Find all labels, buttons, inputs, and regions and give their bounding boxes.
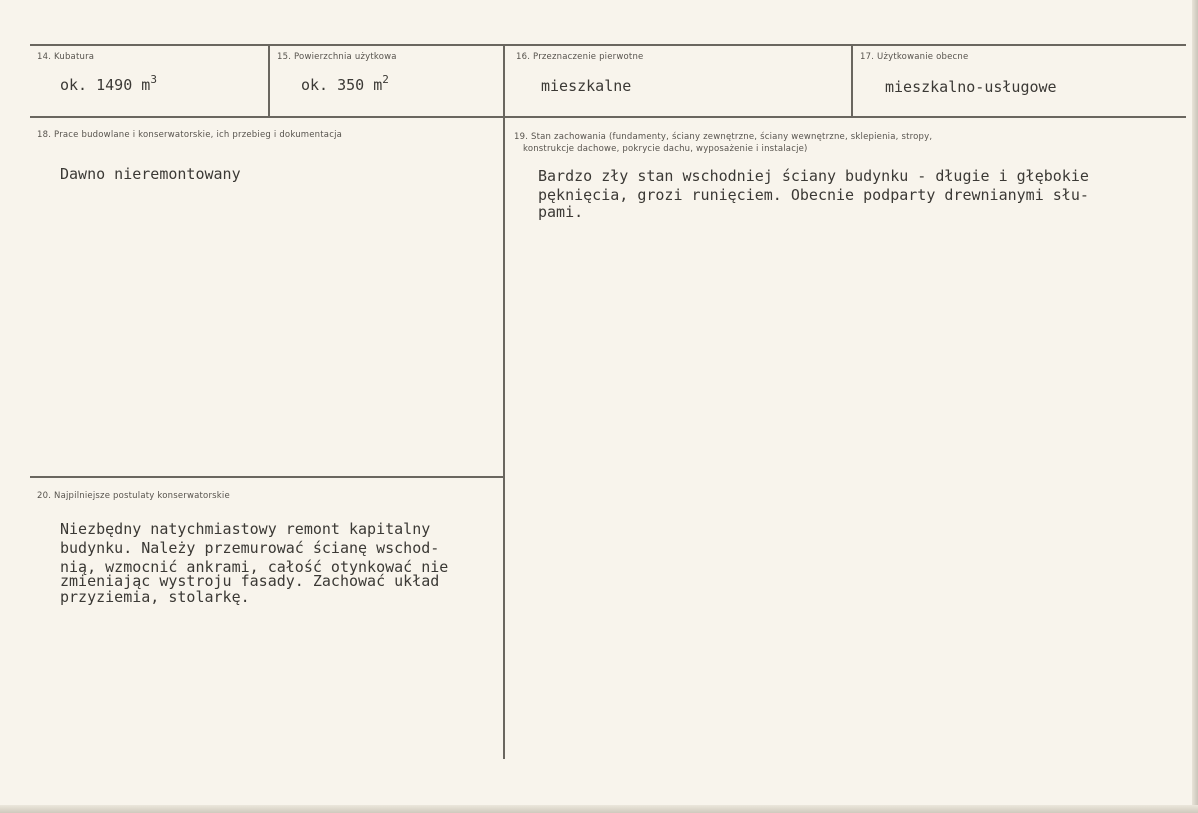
field-16-value: mieszkalne bbox=[541, 77, 632, 95]
field-19-line: pęknięcia, grozi runięciem. Obecnie podparty drewnianymi słu- bbox=[538, 186, 1089, 204]
field-20-line: przyziemia, stolarkę. bbox=[60, 588, 250, 606]
card-edge-bottom bbox=[0, 805, 1198, 813]
field-14-label: 14. Kubatura bbox=[37, 52, 95, 62]
field-18-value: Dawno nieremontowany bbox=[60, 165, 241, 183]
card-edge-right bbox=[1192, 0, 1198, 813]
field-18-label: 18. Prace budowlane i konserwatorskie, ich przebieg i dokumentacja bbox=[37, 130, 343, 140]
field-19-line: pami. bbox=[538, 203, 584, 221]
field-14-exponent: 3 bbox=[150, 73, 157, 86]
field-15-value bbox=[301, 73, 389, 95]
field-17-value: mieszkalno-usługowe bbox=[885, 78, 1057, 96]
divider-14-15 bbox=[268, 45, 270, 117]
field-20-line: zmieniając wystroju fasady. Zachować układ bbox=[60, 572, 440, 590]
field-20-line: budynku. Należy przemurować ścianę wschod- bbox=[60, 539, 440, 557]
field-20-label: 20. Najpilniejsze postulaty konserwatorskie bbox=[37, 491, 230, 501]
field-17-label: 17. Użytkowanie obecne bbox=[860, 52, 969, 62]
field-16-label: 16. Przeznaczenie pierwotne bbox=[516, 52, 644, 62]
field-15-value-text: ok. 350 m bbox=[301, 76, 383, 94]
field-20-line: Niezbędny natychmiastowy remont kapitalny bbox=[60, 520, 431, 538]
field-15-exponent: 2 bbox=[382, 73, 389, 86]
row1-bottom-rule bbox=[30, 116, 1186, 118]
field-15-label: 15. Powierzchnia użytkowa bbox=[277, 52, 397, 62]
divider-16-17 bbox=[851, 45, 853, 117]
field-14-value-text: ok. 1490 m bbox=[60, 76, 151, 94]
field-20-line: nią, wzmocnić ankrami, całość otynkować nie bbox=[60, 558, 449, 576]
field-14-value bbox=[60, 73, 157, 95]
section18-bottom-rule bbox=[30, 476, 503, 478]
field-19-line: Bardzo zły stan wschodniej ściany budynku - długie i głębokie bbox=[538, 167, 1089, 185]
divider-15-16 bbox=[503, 45, 505, 759]
field-19-label-line: konstrukcje dachowe, pokrycie dachu, wyposażenie i instalacje) bbox=[523, 144, 808, 154]
top-rule bbox=[30, 44, 1186, 46]
field-19-label-line: 19. Stan zachowania (fundamenty, ściany zewnętrzne, ściany wewnętrzne, sklepienia, stropy, bbox=[514, 132, 933, 142]
